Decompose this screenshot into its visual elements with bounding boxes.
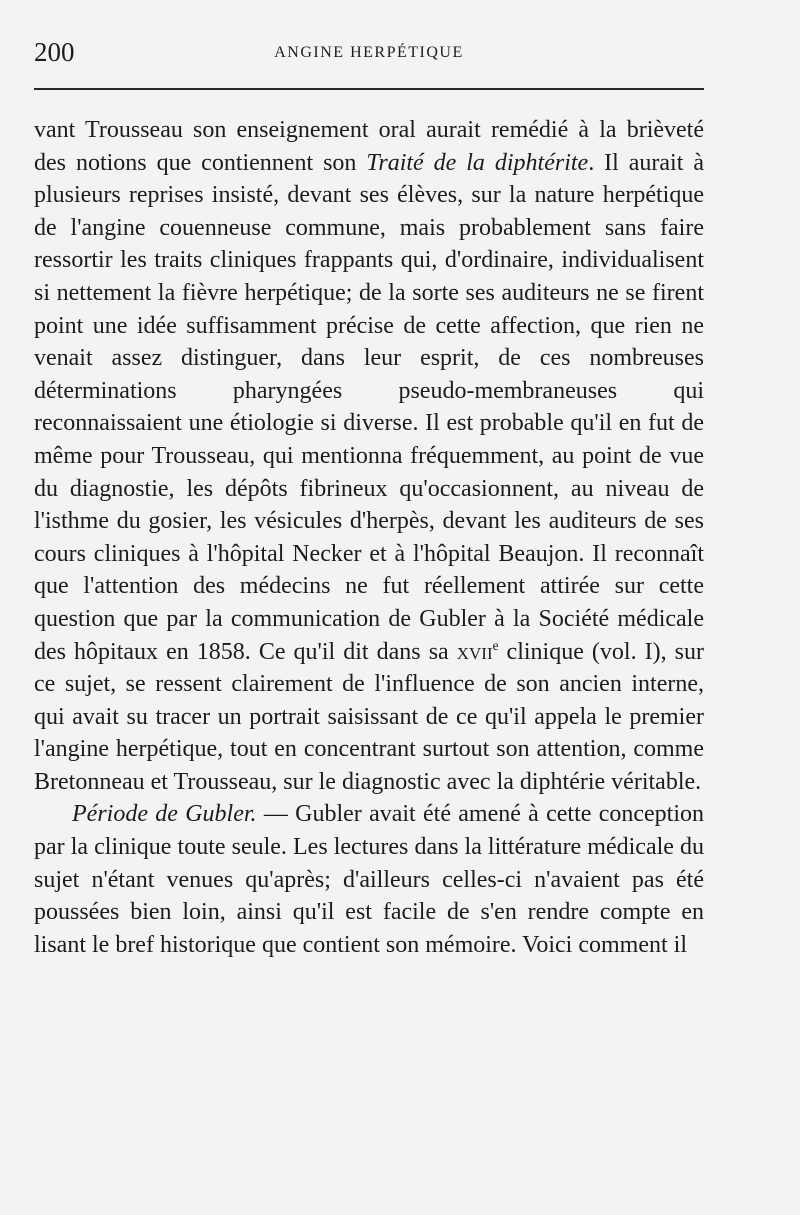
paragraph-1-text-c: clinique (vol. I), sur ce sujet, se ressent clairement de l'influence de son ancien interne, qui avait su tracer un portrait saisissant de ce qu'il appela le premier l'angine herpétique, tout en concentrant surtout son attention, comme Bretonneau et Trousseau, sur le diagnostic avec la diphtérie véritable. [34, 638, 704, 795]
paragraph-2-text: — Gubler avait été amené à cette conception par la clinique toute seule. Les lectures dans la littérature médicale du sujet n'étant venues qu'après; d'ailleurs celles-ci n'avaient pas été poussées bien loin, ainsi qu'il est facile de s'en rendre compte en lisant le bref historique que contient son mémoire. Voici comment il [34, 801, 704, 958]
page-header [34, 34, 704, 74]
running-title: ANGINE HERPÉTIQUE [274, 44, 464, 61]
page-number: 200 [34, 37, 75, 67]
body-text [34, 114, 704, 961]
paragraph-2 [34, 798, 704, 961]
paragraph-1-text-a: vant Trousseau son enseignement oral aurait remédié à la brièveté des notions que contiennent son [34, 117, 704, 176]
paragraph-1-text-b: . Il aurait à plusieurs reprises insisté, devant ses élèves, sur la nature herpétique de l'angine couenneuse commune, mais probablement sans faire ressortir les traits cliniques frappants qui, d'ordinaire, individualisent si nettement la fièvre herpétique; de la sorte ses auditeurs ne se firent point une idée suffisamment précise de cette affection, que rien ne venait assez distinguer, dans leur esprit, de ces nombreuses déterminations pharyngées pseudo-membraneuses qui reconnaissaient une étiologie si diverse. Il est probable qu'il en fut de même pour Trousseau, qui mentionna fréquemment, au point de vue du diagnostie, les dépôts fibrineux qu'occasionnent, au niveau de l'isthme du gosier, les vésicules d'herpès, devant les auditeurs de ses cours cliniques à l'hôpital Necker et à l'hôpital Beaujon. Il reconnaît que l'attention des médecins ne fut réellement attirée sur cette question que par la communication de Gubler à la Société médicale des hôpitaux en 1858. Ce qu'il dit dans sa [34, 149, 704, 665]
section-heading-italic: Période de Gubler. [72, 801, 257, 828]
paragraph-1 [34, 114, 704, 798]
book-title-italic: Traité de la diphtérite [366, 149, 589, 176]
header-rule [34, 88, 704, 90]
roman-numeral: xvii [456, 638, 493, 665]
ordinal-superscript: e [492, 637, 499, 653]
